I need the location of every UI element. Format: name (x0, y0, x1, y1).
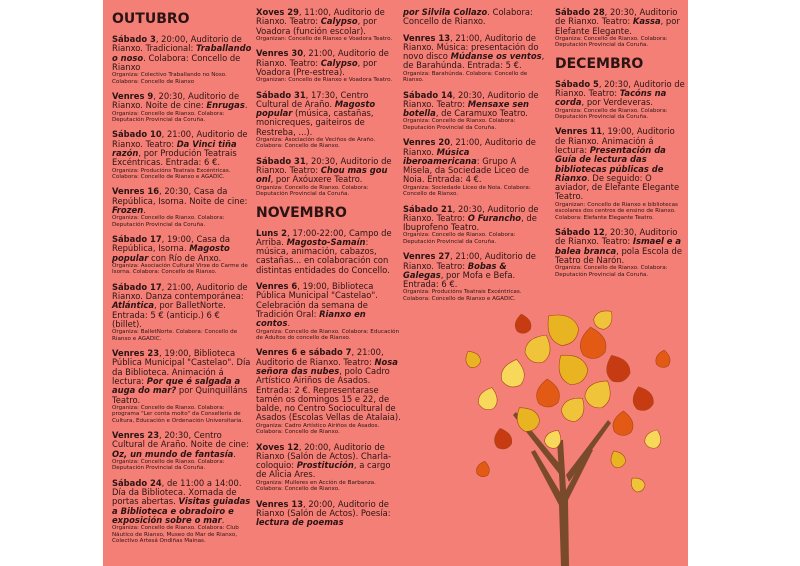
event-title: Calypso (320, 16, 358, 27)
month-heading: DECEMBRO (555, 55, 644, 72)
event-date: Sábado 10 (112, 129, 162, 140)
event-title: Nosa señora das nubes (256, 356, 398, 376)
event-title: Bobas & Galegas (403, 260, 507, 280)
event-title: Kassa (632, 16, 661, 27)
event-date: Xoves 29 (256, 7, 299, 17)
event-text: . (287, 318, 291, 329)
event-text: , 20:00, Auditorio de Rianxo (Salón de Actos). Charla-coloquio: (256, 441, 392, 471)
leaf-icon (499, 357, 528, 389)
event-date: Venres 9 (112, 91, 154, 101)
event-date: Venres 13 (256, 498, 304, 509)
event-text: , 20:30, Auditorio de Rianxo. Teatro: (256, 155, 392, 176)
event-text: , 21:00, Auditorio de Rianxo. Danza contemporánea: (112, 281, 248, 302)
event-entry (555, 80, 685, 121)
event-organizer: Organiza: Concello de Rianxo. Colabora: Deputación Provincial da Coruña. (403, 118, 516, 131)
event-text: . (233, 448, 236, 459)
event-date: Sábado 12 (555, 227, 605, 237)
event-text: , a cargo de Alicia Ares. (256, 460, 391, 480)
event-organizer: Organiza: Concello de Rianxo. Colabora: Deputación Provincial da Coruña. (112, 459, 225, 472)
event-organizer: Organizan: Concello de Rianxo e Voadora Teatro. (256, 77, 393, 84)
event-text: , 20:30, Casa da República, Isorna. Noite de cine: (112, 186, 248, 206)
event-text: , 21:00, Auditorio de Rianxo. Música: presentación do novo disco (403, 32, 539, 62)
leaf-icon (601, 351, 633, 386)
event-organizer: Organiza: Concello de Rianxo. Colabora: Deputación Provincial da Coruña. (112, 215, 225, 228)
event-title: Chou mas gou onl (256, 165, 388, 185)
event-text: , de 11:00 a 14:00. Día da Biblioteca. Xornada de portas abertas. (112, 477, 242, 507)
event-organizer: Organiza: Concello de Rianxo. Colabora: Deputación Provincial da Coruña. (555, 107, 668, 120)
event-entry (403, 252, 548, 302)
leaf-icon (492, 426, 514, 451)
event-date: Venres 23 (112, 348, 160, 359)
event-organizer: Organiza: Concello de Rianxo. Colabora: programa "Ler conta moito" da Consellería de Cultura, Educación e Ordenación Universitaria. (112, 404, 244, 424)
event-text: , 20:30, Auditorio de Rianxo. Teatro: (403, 89, 539, 109)
leaf-icon (643, 427, 665, 451)
event-text: por Quinquilláns Teatro. (112, 385, 248, 405)
event-entry (112, 35, 252, 85)
event-title: Oz, un mundo de fantasía (112, 448, 234, 459)
event-entry (112, 187, 252, 228)
event-text: : Grupo A Misela, da Sociedade Liceo de Noia. Entrada: 4 €. (403, 155, 530, 185)
month-heading: NOVEMBRO (256, 204, 347, 221)
leaf-icon (536, 378, 560, 407)
event-title: Por que é salgada a auga do mar? (112, 376, 241, 396)
event-entry (256, 348, 402, 435)
event-text: , 19:00, Auditorio de Rianxo. Animación á lectura: (555, 126, 675, 155)
event-organizer: Organiza: Concello de Rianxo. Colabora: Educación de Adultos do concello de Rianxo. (256, 328, 400, 341)
event-organizer: Organiza: Concello de Rianxo. Colabora: Deputación Provincial da Coruña. (256, 184, 369, 198)
event-text: , 21:00, Auditorio de Rianxo. Teatro: (403, 251, 536, 271)
event-text: con Río de Anxo. (148, 252, 222, 263)
leaf-icon (578, 325, 608, 360)
event-text: , por Verdeveras. (581, 97, 654, 108)
event-organizer: Organiza: Colectivo Traballando no Noso. Colabora: Concello de Rianxo (112, 72, 227, 85)
event-entry (256, 91, 402, 150)
event-date: Venres 30 (256, 48, 304, 59)
event-title: Visitas guiadas a Biblioteca e obradoiro e exposición sobre o mar (112, 496, 251, 525)
event-organizer: Organiza: Asociación de Veciños de Araño. Colabora: Concello de Rianxo. (256, 137, 376, 150)
event-title: Prostitución (296, 460, 354, 471)
event-organizer: Organiza: Concello de Rianxo. Colabora: Deputación Provincial da Coruña. (112, 110, 225, 123)
event-organizer: Organiza: Producións Teatrais Excéntricas. Colabora: Concello de Rianxo e AGADIC. (403, 289, 522, 302)
event-date: Sábado 31 (256, 155, 306, 166)
leaf-icon (475, 460, 491, 478)
event-text: : música, animación, cabazos, castañas... en colaboración con distintas entidades do Concello. (256, 236, 390, 275)
event-entry (112, 349, 252, 424)
event-text: , 11:00, Auditorio de Rianxo. Teatro: (256, 7, 385, 27)
event-text: , por Mofa e Befa. Entrada: 6 €. (403, 269, 516, 290)
event-date: Venres 16 (112, 186, 160, 197)
event-entry (256, 500, 402, 528)
event-text: , 20:30, Auditorio de Rianxo. Teatro: (555, 7, 678, 27)
event-date: Venres 27 (403, 251, 451, 262)
event-text: , 17:30, Centro Cultural de Araño. (256, 89, 369, 109)
event-title: Rianxo en contos (256, 308, 366, 329)
event-date: Xoves 12 (256, 441, 299, 452)
event-title: Traballando o noso (112, 43, 252, 63)
event-text: . (221, 515, 225, 525)
event-text: . (143, 205, 146, 215)
event-organizer: Organiza: Concello de Rianxo. Colabora: Deputación Provincial da Coruña. (555, 265, 668, 278)
leaf-icon (476, 385, 501, 412)
event-date: Sábado 28 (555, 7, 605, 17)
event-title: Frozen (112, 205, 144, 215)
event-title: Tacóns na corda (555, 88, 667, 108)
event-entry (555, 127, 685, 221)
event-text: , 20:00, Auditorio de Rianxo. Tradicional: (112, 34, 242, 54)
event-entry (403, 138, 548, 197)
event-entry (112, 479, 252, 545)
event-text: . De seguido: O aviador, de Elefante Elegante Teatro. (555, 172, 680, 202)
event-title: Da Vinci tiña razón (112, 138, 237, 158)
event-title: Múdanse os ventos (450, 51, 542, 62)
event-text: , polo Cadro Artístico Airiños de Asados. Entrada: 2 €. Representarase tamén os domingos 15 e 22, de balde, no Centro Sociocultural de Asados (Escolas Vellas de Atalaia). (256, 365, 401, 423)
event-title: Magosto popular (256, 98, 376, 119)
event-organizer: Organiza: Concello de Rianxo. Colabora: Deputación Provincial da Coruña. (555, 35, 668, 49)
event-text: , 21:00, Auditorio de Rianxo. Teatro: (112, 129, 248, 149)
event-date: Luns 2 (256, 227, 287, 238)
leaf-icon (462, 348, 483, 370)
event-text: , 19:00, Biblioteca Pública Municipal "Castelao". Día da Biblioteca. Animación á lectura: (112, 348, 251, 386)
event-entry (403, 91, 548, 132)
event-entry (403, 34, 548, 84)
event-text: . Colabora: Concello de Rianxo (112, 52, 241, 72)
event-date: Sábado 31 (256, 89, 306, 100)
event-text: , por Axóuxere Teatro. (270, 174, 363, 185)
event-date: Venres 6 e sábado 7 (256, 347, 352, 358)
autumn-tree-icon (443, 300, 688, 566)
event-title: Presentación da Guía de lectura das bibliotecas públicas de Rianxo (555, 145, 666, 183)
leaf-cluster (462, 305, 671, 494)
leaf-icon (627, 474, 647, 494)
column-1 (112, 8, 252, 552)
event-text: , de Ibuprofeno Teatro. (403, 212, 537, 233)
event-date: Venres 23 (112, 430, 160, 441)
event-text: , 20:30, Auditorio de Rianxo. Teatro: (403, 203, 539, 223)
month-heading: OUTUBRO (112, 11, 190, 27)
event-entry (112, 130, 252, 180)
column-2 (256, 8, 402, 534)
event-entry (555, 8, 685, 49)
event-entry (403, 205, 548, 246)
event-text: , por BalletNorte. Entrada: 5 € (anticip.) 6 € (billet). (112, 300, 226, 329)
event-text: , de Caramuxo Teatro. (435, 108, 528, 119)
event-entry (112, 431, 252, 472)
event-organizer: Organiza: Producións Teatrais Excéntricas. Colabora: Concello de Rianxo e AGADIC. (112, 167, 231, 180)
event-date: Sábado 17 (112, 281, 162, 292)
event-text: , 21:00, Auditorio de Rianxo. (403, 137, 536, 157)
event-date: Venres 6 (256, 281, 298, 292)
event-text: , por Voadora (Pre-estrea). (256, 57, 377, 77)
event-organizer: Organiza: Concello de Rianxo. Colabora: Deputación Provincial da Coruña. (403, 232, 516, 245)
event-date: Venres 13 (403, 32, 451, 43)
event-date: Sábado 3 (112, 34, 156, 44)
leaf-icon (613, 411, 634, 436)
leaf-icon (511, 402, 544, 436)
event-organizer: Organizan: Concello de Rianxo e bibliotecas escolares dos centros de ensino de Rianxo. Colabora: Elefante Elegante Teatro. (555, 201, 678, 221)
event-organizer: Organiza: BalletNorte. Colabora: Concello de Rianxo e AGADIC. (112, 329, 238, 342)
event-title: Magosto popular (112, 243, 230, 263)
event-date: Sábado 14 (403, 89, 453, 100)
event-text: (música, castañas, monicreques, gaiteiros de Restreba, ...). (256, 108, 374, 137)
event-entry (256, 282, 402, 341)
event-title: O Furancho (467, 212, 522, 223)
event-entry (403, 8, 548, 27)
event-entry (256, 8, 402, 42)
event-entry (256, 229, 402, 275)
event-title: Atlántica (112, 300, 155, 311)
event-entry (112, 235, 252, 276)
event-date: Sábado 21 (403, 203, 453, 214)
event-title: Magosto-Samaín (286, 236, 366, 247)
event-text: , 20:30, Centro Cultural de Araño. Noite de cine: (112, 430, 249, 450)
event-entry (256, 443, 402, 493)
event-text: , 20:30, Auditorio de Rianxo. Teatro: (555, 227, 678, 247)
event-date: Venres 11 (555, 126, 603, 137)
event-text: , por Elefante Elegante. (555, 16, 680, 36)
event-text: . Colabora: Concello de Rianxo. (403, 7, 533, 27)
tree-branch (566, 420, 611, 482)
event-text: , 17:00-22:00, Campo de Arriba. (256, 227, 392, 247)
event-text: , de Barahúnda. Entrada: 5 €. (403, 51, 545, 71)
event-text: , 20:30, Auditorio de Rianxo. Noite de cine: (112, 91, 240, 111)
event-text: , por Produción Teatrais Excéntricas. Entrada: 6 €. (112, 148, 237, 168)
column-3 (403, 8, 548, 309)
event-text: , 19:00, Casa da República, Isorna. (112, 234, 231, 254)
event-organizer: Organiza: Concello de Rianxo. Colabora: Club Náutico de Rianxo, Museo do Mar de Rianxo, Colectivo Artesá Ondiñas Mainas. (112, 525, 239, 545)
event-organizer: Organizan: Concello de Rianxo e Voadora Teatro. (256, 35, 393, 42)
event-title: Música iberoamericana (403, 146, 477, 166)
leaf-icon (591, 305, 618, 332)
event-entry (256, 157, 402, 198)
event-title: lectura de poemas (256, 517, 344, 528)
event-organizer: Organiza: Barahúnda. Colabora: Concello de Rianxo. (403, 70, 528, 84)
event-text: , 20:00, Auditorio de Rianxo (Salón de Actos). Poesía: (256, 498, 391, 518)
event-title: Enrugas (206, 100, 245, 111)
event-entry (555, 228, 685, 278)
event-organizer: Organiza: Mulleres en Acción de Barbanza. Colabora: Concello de Rianxo. (256, 479, 376, 493)
leaf-icon (514, 313, 533, 334)
event-entry (112, 283, 252, 342)
event-title: Mensaxe sen botella (403, 98, 529, 119)
event-date: Venres 20 (403, 137, 451, 148)
event-text: , 21:00, Auditorio de Rianxo. Teatro: (256, 48, 389, 68)
event-text: , por Voadora (función escolar). (256, 16, 377, 36)
column-4 (555, 8, 685, 285)
event-entry (256, 49, 402, 83)
event-text: . (244, 100, 248, 111)
event-title: Ismael e a balea branca (555, 236, 682, 256)
event-title: Calypso (320, 57, 358, 68)
brochure-page (103, 0, 688, 566)
event-organizer: Organiza: Asociación Cultural Virxe do Carme de Isorna. Colabora: Concello de Rianxo. (112, 263, 248, 276)
event-entry (112, 92, 252, 123)
event-text: , 20:30, Auditorio de Rianxo. Teatro: (555, 78, 685, 98)
event-text: , 21:00, Auditorio de Rianxo. Teatro: (256, 347, 384, 367)
leaf-icon (607, 448, 627, 470)
event-date: Sábado 5 (555, 78, 599, 89)
event-organizer: Organiza: Cadro Artístico Airiños de Asados. Colabora: Concello de Rianxo. (256, 422, 380, 436)
leaf-icon (655, 349, 671, 368)
event-date: Sábado 24 (112, 477, 162, 488)
event-text: , 19:00, Biblioteca Pública Municipal "Castelao". Celebración da semana de Tradición Oral: (256, 281, 378, 319)
leaf-icon (629, 384, 656, 414)
event-text: , pola Escola de Teatro de Narón. (555, 245, 682, 265)
event-title: por Silvila Collazo (403, 7, 488, 17)
event-date: Sábado 17 (112, 234, 162, 245)
event-organizer: Organiza: Sociedade Liceo de Noia. Colabora: Concello de Rianxo. (403, 184, 531, 198)
